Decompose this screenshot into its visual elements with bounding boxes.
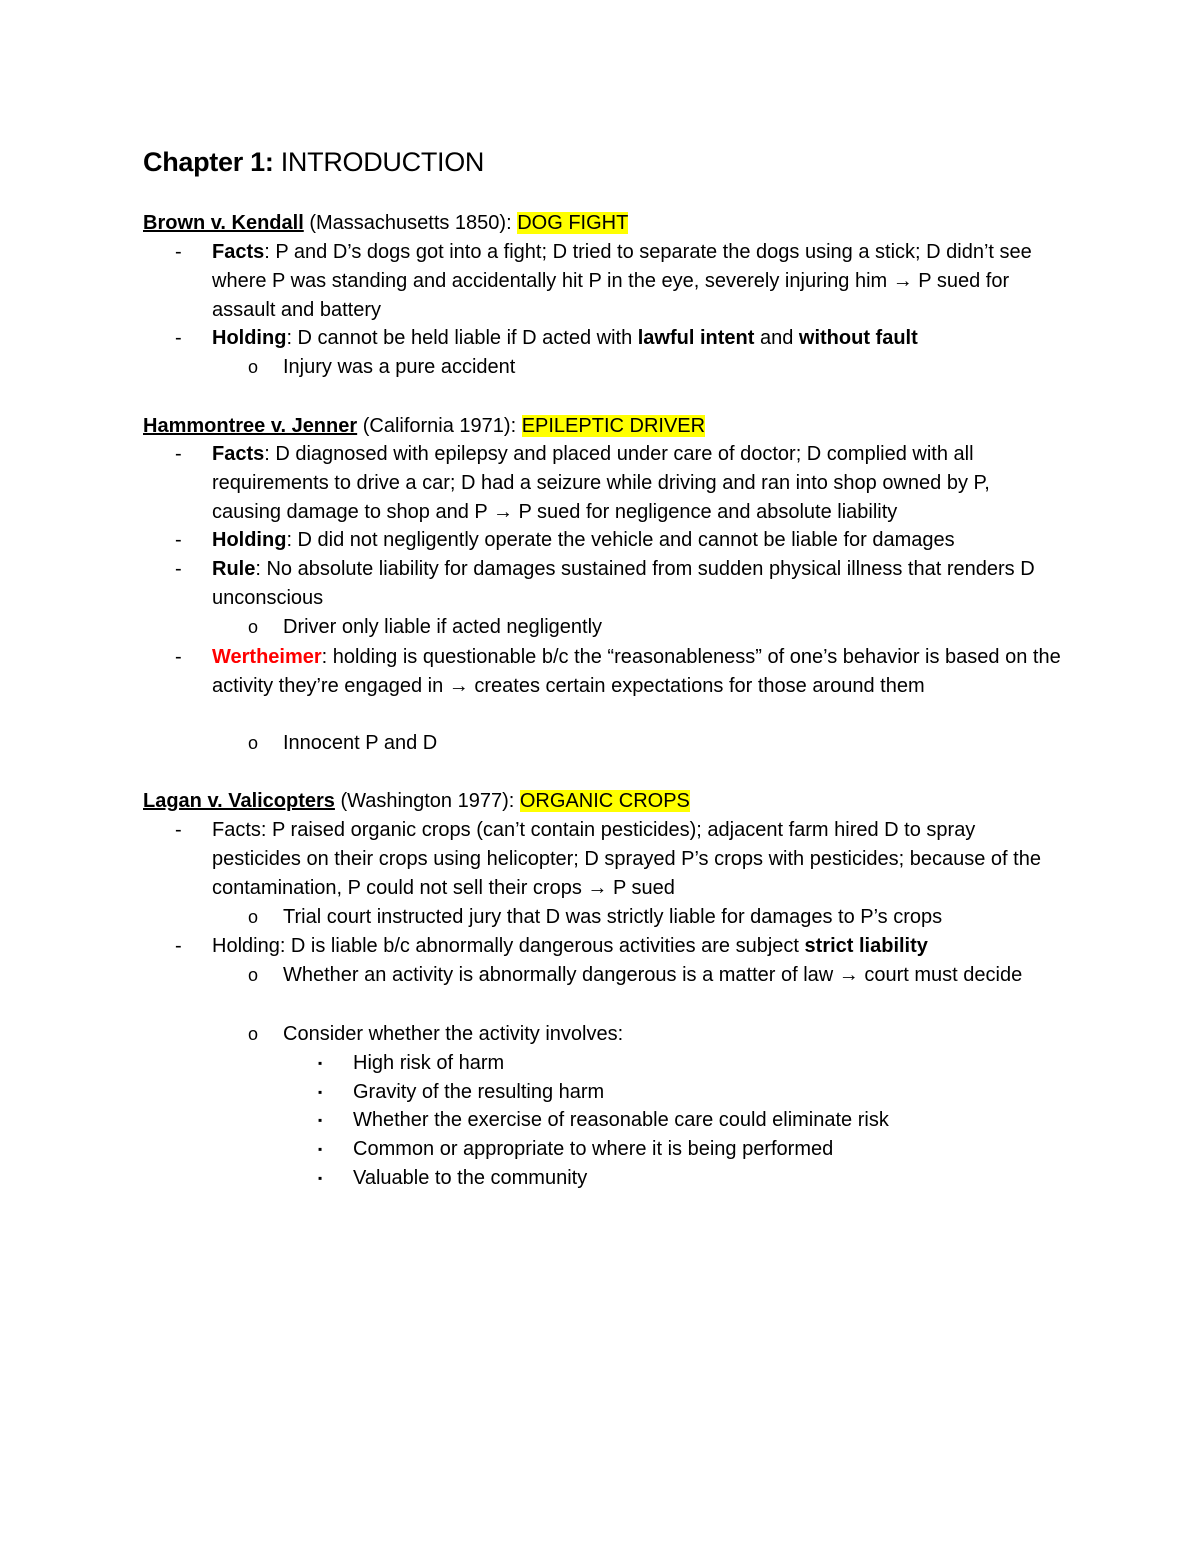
square-bullet-icon: ▪ bbox=[318, 1113, 323, 1127]
factor-item: ▪ Common or appropriate to where it is being performed bbox=[353, 1135, 1053, 1164]
square-bullet-icon: ▪ bbox=[318, 1171, 323, 1185]
facts-label: Facts bbox=[212, 241, 265, 263]
case-detail: (California 1971): bbox=[357, 415, 522, 437]
circle-marker: o bbox=[248, 965, 259, 985]
rule-item: - Rule: No absolute liability for damages sustained from sudden physical illness that renders D unconscious bbox=[212, 555, 1062, 613]
circle-marker: o bbox=[248, 617, 259, 637]
sub-item: o Trial court instructed jury that D was strictly liable for damages to P’s crops bbox=[283, 903, 1063, 932]
holding-item: - Holding: D did not negligently operate the vehicle and cannot be liable for damages bbox=[212, 526, 1062, 555]
case-name: Lagan v. Valicopters bbox=[143, 790, 335, 812]
dash-marker: - bbox=[175, 935, 182, 957]
factor-item: ▪ Whether the exercise of reasonable care could eliminate risk bbox=[353, 1106, 1053, 1135]
facts-text: : P and D’s dogs got into a fight; D tried to separate the dogs using a stick; D didn’t see where P was standing and accidentally hit P in the eye, severely injuring him → P sued for assault and battery bbox=[212, 241, 1032, 321]
dash-marker: - bbox=[175, 646, 182, 668]
facts-label: Facts bbox=[212, 443, 265, 465]
sub-item: o Innocent P and D bbox=[283, 729, 1063, 758]
case-tag: EPILEPTIC DRIVER bbox=[521, 415, 706, 437]
dash-marker: - bbox=[175, 241, 182, 263]
holding-label: Holding bbox=[212, 529, 287, 551]
circle-marker: o bbox=[248, 357, 259, 377]
case-detail: (Massachusetts 1850): bbox=[303, 212, 518, 234]
square-bullet-icon: ▪ bbox=[318, 1056, 323, 1070]
case-name: Hammontree v. Jenner bbox=[143, 415, 358, 437]
square-bullet-icon: ▪ bbox=[318, 1142, 323, 1156]
facts-item bbox=[175, 238, 1062, 325]
case-tag: ORGANIC CROPS bbox=[519, 790, 690, 812]
facts-text: Facts: P raised organic crops (can’t contain pesticides); adjacent farm hired D to spray pesticides on their crops using helicopter; D sprayed P’s crops with pesticides; because of the contamination, P could not sell their crops → P sued bbox=[212, 819, 1041, 899]
rule-label: Rule bbox=[212, 558, 256, 580]
wertheimer-item: - Wertheimer: holding is questionable b/c the “reasonableness” of one’s behavior is based on the activity they’re engaged in → creates certain expectations for those around them bbox=[212, 643, 1062, 701]
holding-item: - Holding: D cannot be held liable if D acted with lawful intent and without fault bbox=[212, 324, 1062, 353]
facts-item bbox=[175, 440, 1062, 527]
dash-marker: - bbox=[175, 819, 182, 841]
dash-marker: - bbox=[175, 529, 182, 551]
case-heading bbox=[143, 412, 705, 441]
wertheimer-label: Wertheimer bbox=[212, 646, 322, 668]
circle-marker: o bbox=[248, 733, 259, 753]
holding-label: Holding bbox=[212, 327, 287, 349]
sub-item: o Consider whether the activity involves: bbox=[283, 1020, 1063, 1049]
case-tag: DOG FIGHT bbox=[517, 212, 629, 234]
dash-marker: - bbox=[175, 327, 182, 349]
sub-item: o Whether an activity is abnormally dangerous is a matter of law → court must decide bbox=[283, 961, 1063, 990]
circle-marker: o bbox=[248, 1024, 259, 1044]
sub-item: o Driver only liable if acted negligently bbox=[283, 613, 1063, 642]
factor-item: ▪ Valuable to the community bbox=[353, 1164, 1053, 1193]
dash-marker: - bbox=[175, 443, 182, 465]
square-bullet-icon: ▪ bbox=[318, 1085, 323, 1099]
chapter-title: Chapter 1: INTRODUCTION bbox=[143, 147, 485, 177]
case-detail: (Washington 1977): bbox=[334, 790, 520, 812]
factor-item: ▪ Gravity of the resulting harm bbox=[353, 1078, 1053, 1107]
case-name: Brown v. Kendall bbox=[143, 212, 304, 234]
dash-marker: - bbox=[175, 558, 182, 580]
factor-item: ▪ High risk of harm bbox=[353, 1049, 1053, 1078]
holding-item: - Holding: D is liable b/c abnormally dangerous activities are subject strict liability bbox=[212, 932, 1062, 961]
facts-item bbox=[175, 816, 1062, 903]
sub-item: o Injury was a pure accident bbox=[283, 353, 1063, 382]
facts-text: : D diagnosed with epilepsy and placed under care of doctor; D complied with all requirements to drive a car; D had a seizure while driving and ran into shop owned by P, causing damage to shop and P → P sued for negligence and absolute liability bbox=[212, 443, 990, 523]
circle-marker: o bbox=[248, 907, 259, 927]
case-heading bbox=[143, 787, 690, 816]
case-heading bbox=[143, 209, 628, 238]
